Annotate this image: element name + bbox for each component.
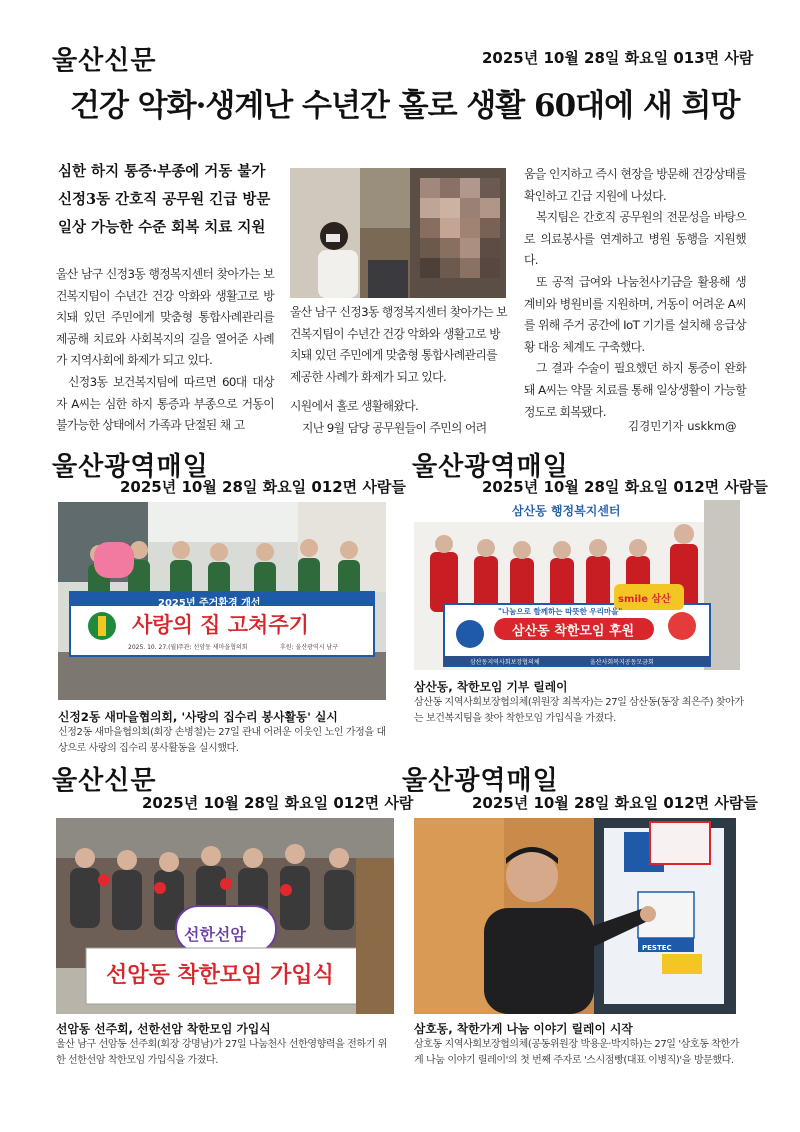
newspaper-name: 울산신문: [52, 766, 157, 796]
paragraph: 그 결과 수술이 필요했던 하지 통증이 완화돼 A씨는 약물 치료를 통해 일상생활이 가능할 정도로 회복됐다.: [524, 361, 746, 419]
subheadline: 심한 하지 통증·부종에 거동 불가: [58, 163, 266, 180]
headline: 건강 악화·생계난 수년간 홀로 생활 60대에 새 희망: [70, 88, 740, 124]
paragraph: 복지팀은 간호직 공무원의 전문성을 바탕으로 의료봉사를 연계하고 병원 동행을 지원했다.: [524, 210, 746, 268]
dateline: 2025년 10월 28일 화요일 012면 사람들: [472, 794, 758, 812]
photo-story: [414, 676, 744, 727]
story-title: 삼호동, 착한가게 나눔 이야기 릴레이 시작: [414, 1022, 633, 1036]
article-column-3: [524, 164, 746, 423]
subheadlines: [58, 158, 278, 242]
subheadline: 신정3동 간호직 공무원 긴급 방문: [58, 191, 271, 208]
paragraph: 울산 남구 신정3동 행정복지센터 찾아가는 보건복지팀이 수년간 건강 악화와 생활고로 방치돼 있던 주민에게 맞춤형 통합사례관리를 제공해 치료와 사회복지의 길을 열어준 사례가 지역사회에 화제가 되고 있다.: [56, 267, 274, 368]
banner-org: 삼산동지역사회보장협의체: [470, 659, 540, 666]
story-caption: 삼산동 지역사회보장협의체(위원장 최복자)는 27일 삼산동(동장 최은주) 찾아가는 보건복지팀을 찾아 착한모임 가입식을 가졌다.: [414, 697, 744, 724]
dateline: 2025년 10월 28일 화요일 013면 사람: [482, 49, 754, 67]
article-column-1: [56, 264, 274, 437]
banner-title: 사랑의 집 고쳐주기: [132, 613, 309, 637]
banner-host: 주관: 선암동 새마을협의회: [178, 644, 248, 651]
banner-sponsor: 후원: 울산광역시 남구: [280, 644, 339, 651]
newspaper-name: 울산광역매일: [412, 452, 569, 482]
banner-date: 2025. 10. 27.(월): [128, 644, 179, 651]
office-sign: 삼산동 행정복지센터: [512, 504, 621, 518]
story-title: 선암동 선주회, 선한선암 착한모임 가입식: [56, 1022, 271, 1036]
dateline: 2025년 10월 28일 화요일 012면 사람: [142, 794, 414, 812]
photo-caption: 울산 남구 신정3동 행정복지센터 찾아가는 보건복지팀이 수년간 건강 악화와 생활고로 방치돼 있던 주민에게 맞춤형 통합사례관리를 제공한 사례가 화제가 되고 있다.: [290, 305, 507, 384]
article-photo: [56, 818, 394, 1014]
story-title: 신정2동 새마을협의회, '사랑의 집수리 봉사활동' 실시: [58, 710, 338, 724]
banner-title: 삼산동 착한모임 후원: [512, 624, 635, 639]
story-caption: 울산 남구 선암동 선주회(회장 강명남)가 27일 나눔천사 선한영향력을 전하기 위한 선한선암 착한모임 가입식을 가졌다.: [56, 1039, 387, 1066]
newspaper-name: 울산신문: [52, 46, 157, 76]
dateline: 2025년 10월 28일 화요일 012면 사람들: [120, 478, 406, 496]
banner-org: 울산사회복지공동모금회: [590, 659, 654, 666]
article-photo: [414, 500, 740, 670]
article-photo: [414, 818, 736, 1014]
article-photo: [58, 502, 386, 700]
story-caption: 신정2동 새마을협의회(회장 손병철)는 27일 관내 어려운 이웃인 노인 가정을 대상으로 사랑의 집수리 봉사활동을 실시했다.: [58, 727, 386, 754]
article-photo: [290, 168, 506, 298]
logo-text: 선한선암: [184, 925, 246, 944]
subheadline: 일상 가능한 수준 회복 치료 지원: [58, 219, 266, 236]
newspaper-name: 울산광역매일: [52, 452, 209, 482]
photo-story: [56, 1018, 396, 1069]
story-caption: 삼호동 지역사회보장협의체(공동위원장 박용운·박지하)는 27일 '삼호동 착한가게 나눔 이야기 릴레이'의 첫 번째 주자로 '스시점빵(대표 이병직)'을 방문했다.: [414, 1039, 740, 1066]
byline: 김경민기자 uskkm@: [628, 419, 737, 433]
banner-subtitle: 2025년 주거환경 개선: [158, 598, 261, 609]
paragraph: 또 공적 급여와 나눔천사기금을 활용해 생계비와 병원비를 지원하며, 거동이 어려운 A씨를 위해 주거 공간에 IoT 기기를 설치해 응급상황 대응 체계도 구축했다.: [524, 274, 746, 354]
paragraph: 신정3동 보건복지팀에 따르면 60대 대상자 A씨는 심한 하지 통증과 부종으로 거동이 불가능한 상태에서 가족과 단절된 채 고: [56, 374, 274, 433]
banner-title: 선암동 착한모임 가입식: [106, 963, 334, 988]
photo-story: [414, 1018, 744, 1069]
banner-slogan: "나눔으로 함께하는 따뜻한 우리마을": [498, 607, 623, 616]
smile-sign: smile 삼산: [618, 594, 671, 605]
paragraph: 움을 인지하고 즉시 현장을 방문해 건강상태를 확인하고 긴급 지원에 나섰다.: [524, 167, 746, 203]
paragraph: 지난 9월 담당 공무원들이 주민의 어려: [302, 420, 487, 435]
paragraph: 시원에서 홀로 생활해왔다.: [290, 399, 419, 413]
dateline: 2025년 10월 28일 화요일 012면 사람들: [482, 478, 768, 496]
newspaper-name: 울산광역매일: [402, 766, 559, 796]
article-column-2: [290, 396, 508, 439]
story-title: 삼산동, 착한모임 기부 릴레이: [414, 680, 568, 694]
photo-story: [58, 706, 388, 757]
store-sign: PESTEC: [642, 944, 672, 952]
